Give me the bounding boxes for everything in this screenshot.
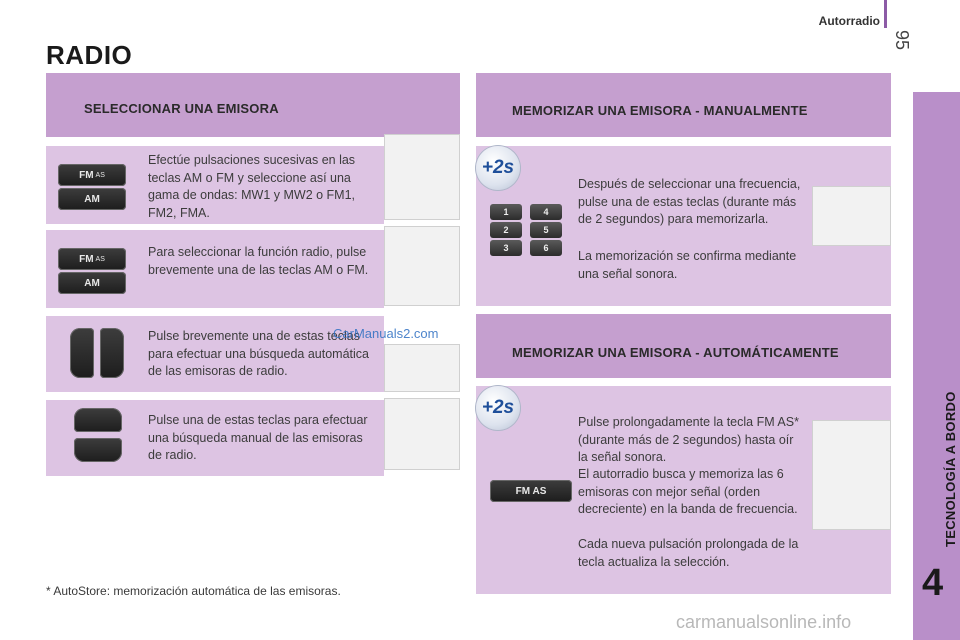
am-button-image: AM [58, 188, 126, 210]
auto-box [476, 386, 891, 594]
am-button-image: AM [58, 272, 126, 294]
radio-control-thumbnail [384, 344, 460, 392]
radio-panel-thumbnail [384, 226, 460, 306]
radio-unit-thumbnail [812, 186, 891, 246]
left-item-2 [46, 230, 384, 308]
watermark-bottom: carmanualsonline.info [676, 612, 852, 632]
chapter-number: 4 [922, 562, 944, 604]
manual-text-2: La memorización se confirma mediante una señal sonora. [578, 249, 797, 281]
header-rule [884, 0, 887, 28]
page-title: RADIO [46, 40, 133, 70]
left-heading-box [46, 73, 460, 137]
preset-key-6: 6 [530, 240, 562, 256]
preset-key-1: 1 [490, 204, 522, 220]
left-item-4-text: Pulse una de estas teclas para efectuar una búsqueda manual de las emisoras de radio. [148, 413, 368, 462]
seek-right-button-image [100, 328, 124, 378]
manual-box [476, 146, 891, 306]
radio-panel-thumbnail [812, 420, 891, 530]
auto-heading: MEMORIZAR UNA EMISORA - AUTOMÁTICAMENTE [512, 345, 839, 360]
side-tab-label: TECNOLOGÍA A BORDO [943, 391, 958, 547]
manual-heading-box [476, 73, 891, 137]
watermark-top: CarManuals2.com [333, 326, 439, 341]
hold-2s-icon: +2s [476, 386, 520, 430]
fm-as-button-image: FM AS [490, 480, 572, 502]
radio-control-thumbnail [384, 398, 460, 470]
auto-text-3: Cada nueva pulsación prolongada de la tecla actualiza la selección. [578, 537, 799, 569]
auto-heading-box [476, 314, 891, 378]
fm-as-button-image: FM AS [58, 248, 126, 270]
left-item-1-text: Efectúe pulsaciones sucesivas en las teclas AM o FM y seleccione así una gama de ondas: MW1 y MW2 o FM1, FM2, FMA. [148, 153, 356, 220]
left-item-2-text: Para seleccionar la función radio, pulse brevemente una de las teclas AM o FM. [148, 245, 369, 277]
footnote: * AutoStore: memorización automática de las emisoras. [46, 584, 341, 598]
preset-key-5: 5 [530, 222, 562, 238]
side-tab-label-wrapper [913, 92, 960, 552]
section-header: Autorradio [818, 14, 880, 28]
preset-key-4: 4 [530, 204, 562, 220]
auto-text-2: El autorradio busca y memoriza las 6 emisoras con mejor señal (orden decreciente) en la banda de frecuencia. [578, 467, 798, 516]
preset-key-3: 3 [490, 240, 522, 256]
tune-up-button-image [74, 408, 122, 432]
radio-panel-thumbnail [384, 134, 460, 220]
fm-as-button-image: FM AS [58, 164, 126, 186]
left-item-3-text: Pulse brevemente una de estas teclas para efectuar una búsqueda automática de las emisoras de radio. [148, 329, 369, 378]
auto-text-1: Pulse prolongadamente la tecla FM AS* (durante más de 2 segundos) hasta oír la señal sonora. [578, 415, 799, 464]
page-number: 95 [892, 30, 912, 51]
left-item-1 [46, 146, 384, 224]
manual-heading: MEMORIZAR UNA EMISORA - MANUALMENTE [512, 103, 808, 118]
tune-down-button-image [74, 438, 122, 462]
hold-2s-icon: +2s [476, 146, 520, 190]
manual-text-1: Después de seleccionar una frecuencia, pulse una de estas teclas (durante más de 2 segundos) para memorizarla. [578, 177, 801, 226]
left-heading: SELECCIONAR UNA EMISORA [84, 101, 279, 116]
seek-left-button-image [70, 328, 94, 378]
preset-keys [490, 204, 562, 256]
preset-key-2: 2 [490, 222, 522, 238]
left-item-4 [46, 400, 384, 476]
